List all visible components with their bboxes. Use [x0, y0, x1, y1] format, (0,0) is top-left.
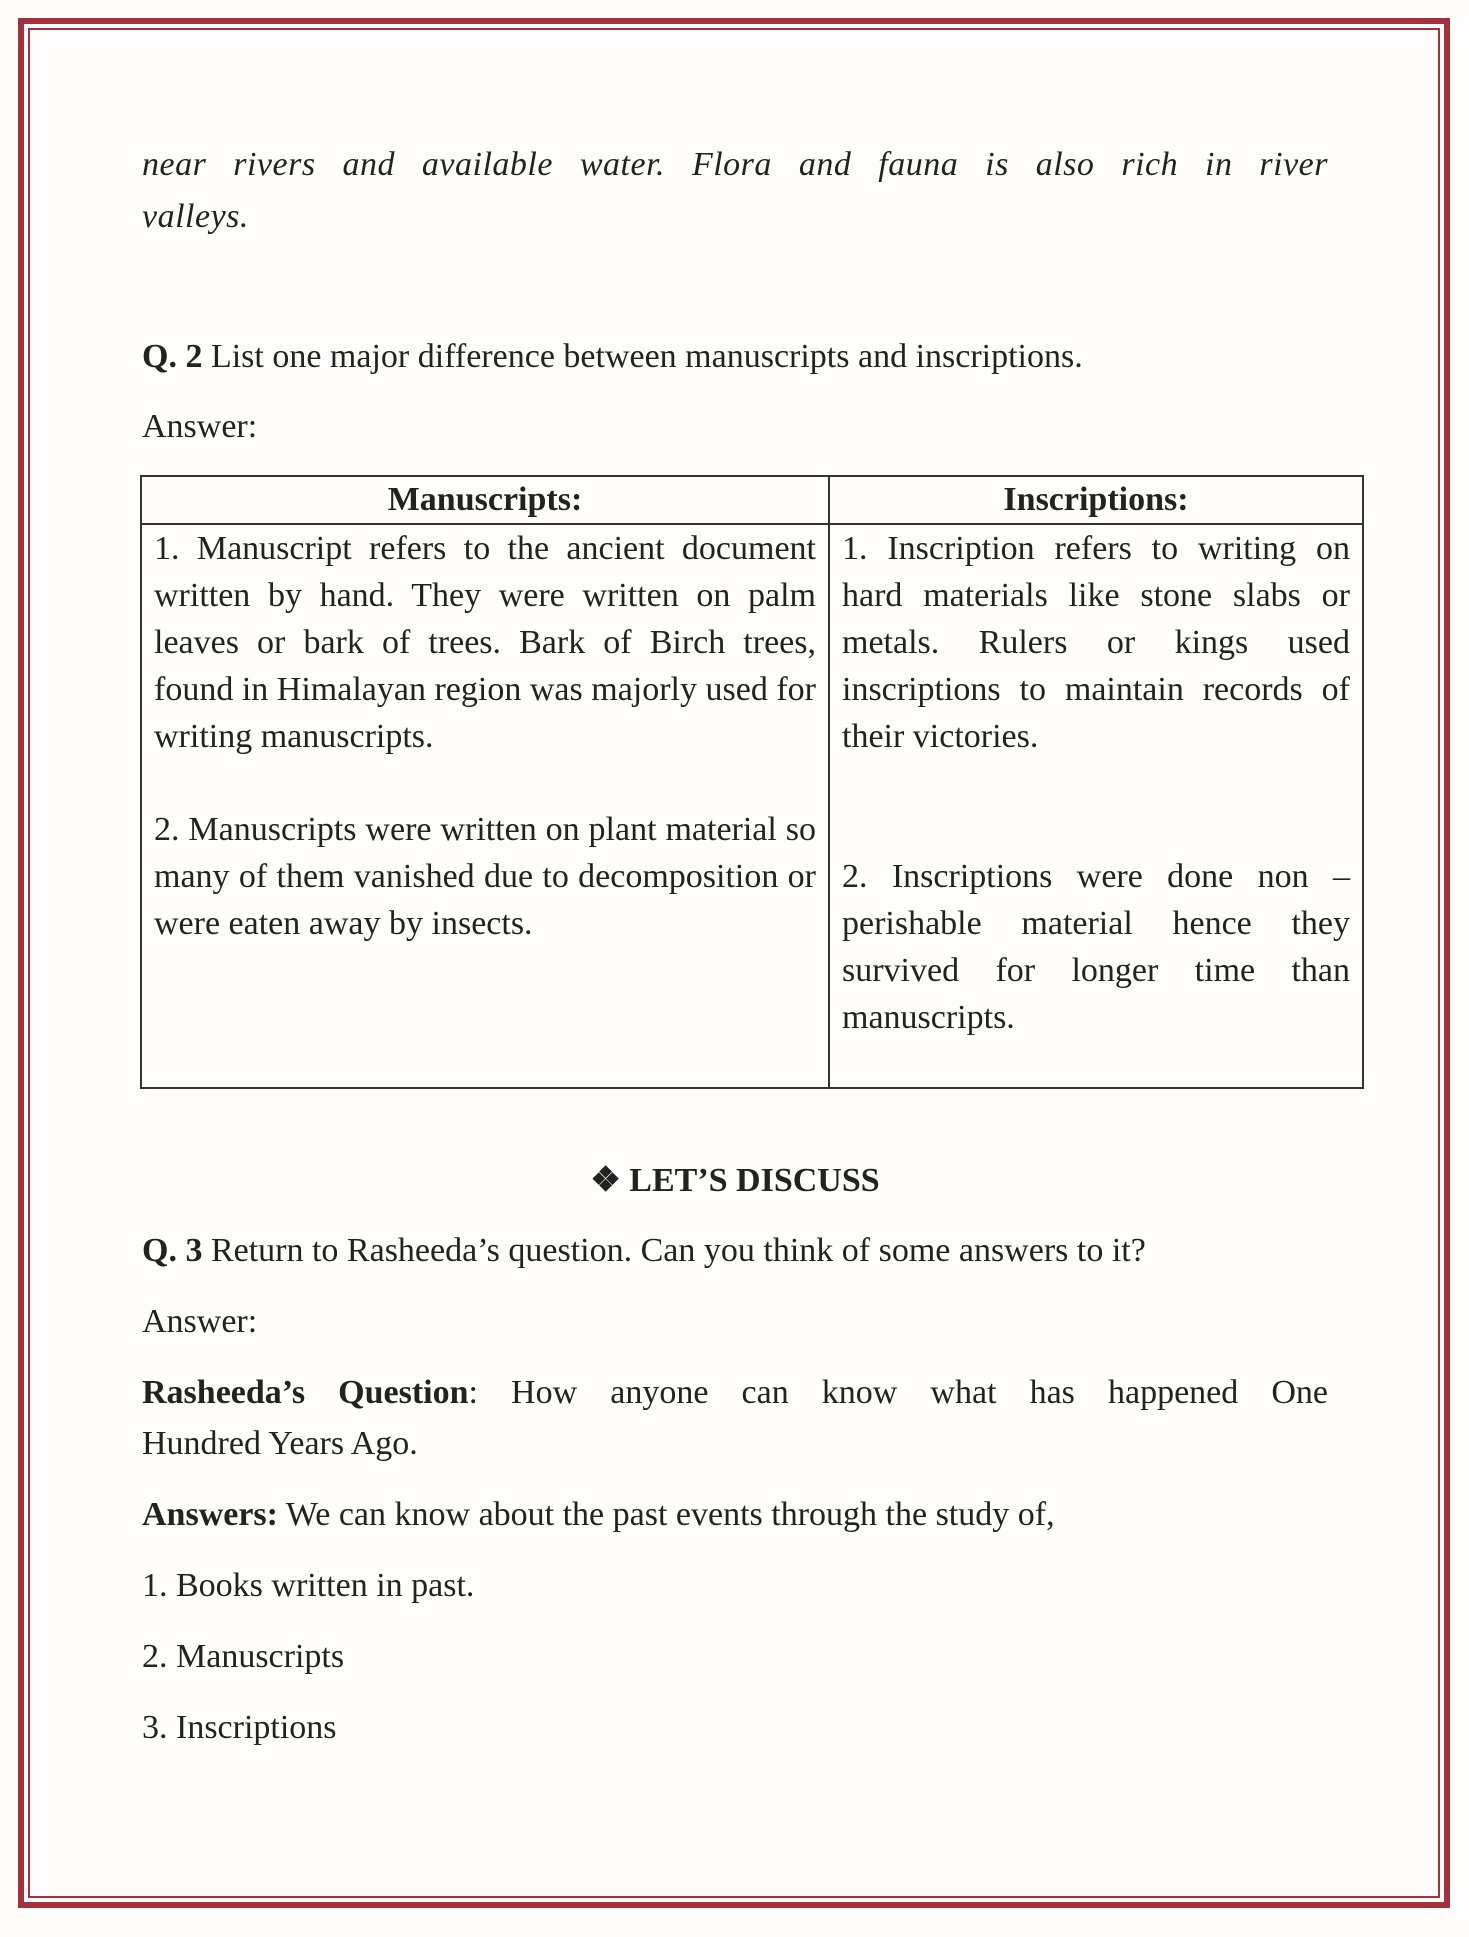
rasheeda-question: [142, 1368, 1328, 1418]
answers-label: Answers:: [142, 1496, 278, 1533]
inscriptions-cell: [829, 524, 1363, 1088]
question-text: Return to Rasheeda’s question. Can you think of some answers to it?: [202, 1232, 1146, 1269]
table-point: 1. Manuscript refers to the ancient document written by hand. They were written on palm leaves or bark of trees. Bark of Birch trees, found in Himalayan region was majorly used for writing manuscripts.: [154, 530, 816, 755]
answer-label: Answer:: [142, 408, 258, 445]
diamond-bullet-icon: ❖: [590, 1162, 621, 1199]
list-item: 2. Manuscripts: [142, 1638, 345, 1675]
comparison-table: [140, 475, 1364, 1089]
intro-line: valleys.: [142, 198, 249, 235]
question-number: Q. 2: [142, 338, 203, 375]
list-item: 3. Inscriptions: [142, 1709, 337, 1746]
question-2: [142, 332, 1328, 382]
intro-line: near rivers and available water. Flora and fauna is also rich in river: [142, 146, 1328, 183]
question-text: List one major difference between manuscripts and inscriptions.: [202, 338, 1083, 375]
manuscripts-cell: [141, 524, 829, 1088]
answers-intro: [142, 1490, 1328, 1540]
table-header-row: [141, 476, 1363, 524]
section-title: LET’S DISCUSS: [629, 1162, 880, 1199]
table-point: 2. Inscriptions were done non – perishable material hence they survived for longer time than manuscripts.: [842, 858, 1350, 1036]
list-item: 1. Books written in past.: [142, 1567, 475, 1604]
rasheeda-text: : How anyone can know what has happened One: [468, 1374, 1328, 1411]
header-inscriptions: Inscriptions:: [829, 476, 1363, 524]
header-manuscripts: Manuscripts:: [141, 476, 829, 524]
answers-text: We can know about the past events through the study of,: [277, 1496, 1055, 1533]
question-number: Q. 3: [142, 1232, 203, 1269]
table-row: [141, 524, 1363, 1088]
section-heading: [142, 1156, 1328, 1206]
answer-label: Answer:: [142, 1303, 258, 1340]
rasheeda-label: Rasheeda’s Question: [142, 1374, 469, 1411]
question-3: [142, 1226, 1328, 1276]
table-point: 1. Inscription refers to writing on hard materials like stone slabs or metals. Rulers or kings used inscriptions to maintain records of their victories.: [842, 530, 1350, 755]
rasheeda-text-cont: Hundred Years Ago.: [142, 1425, 418, 1462]
table-point: 2. Manuscripts were written on plant material so many of them vanished due to decomposition or were eaten away by insects.: [154, 811, 816, 942]
